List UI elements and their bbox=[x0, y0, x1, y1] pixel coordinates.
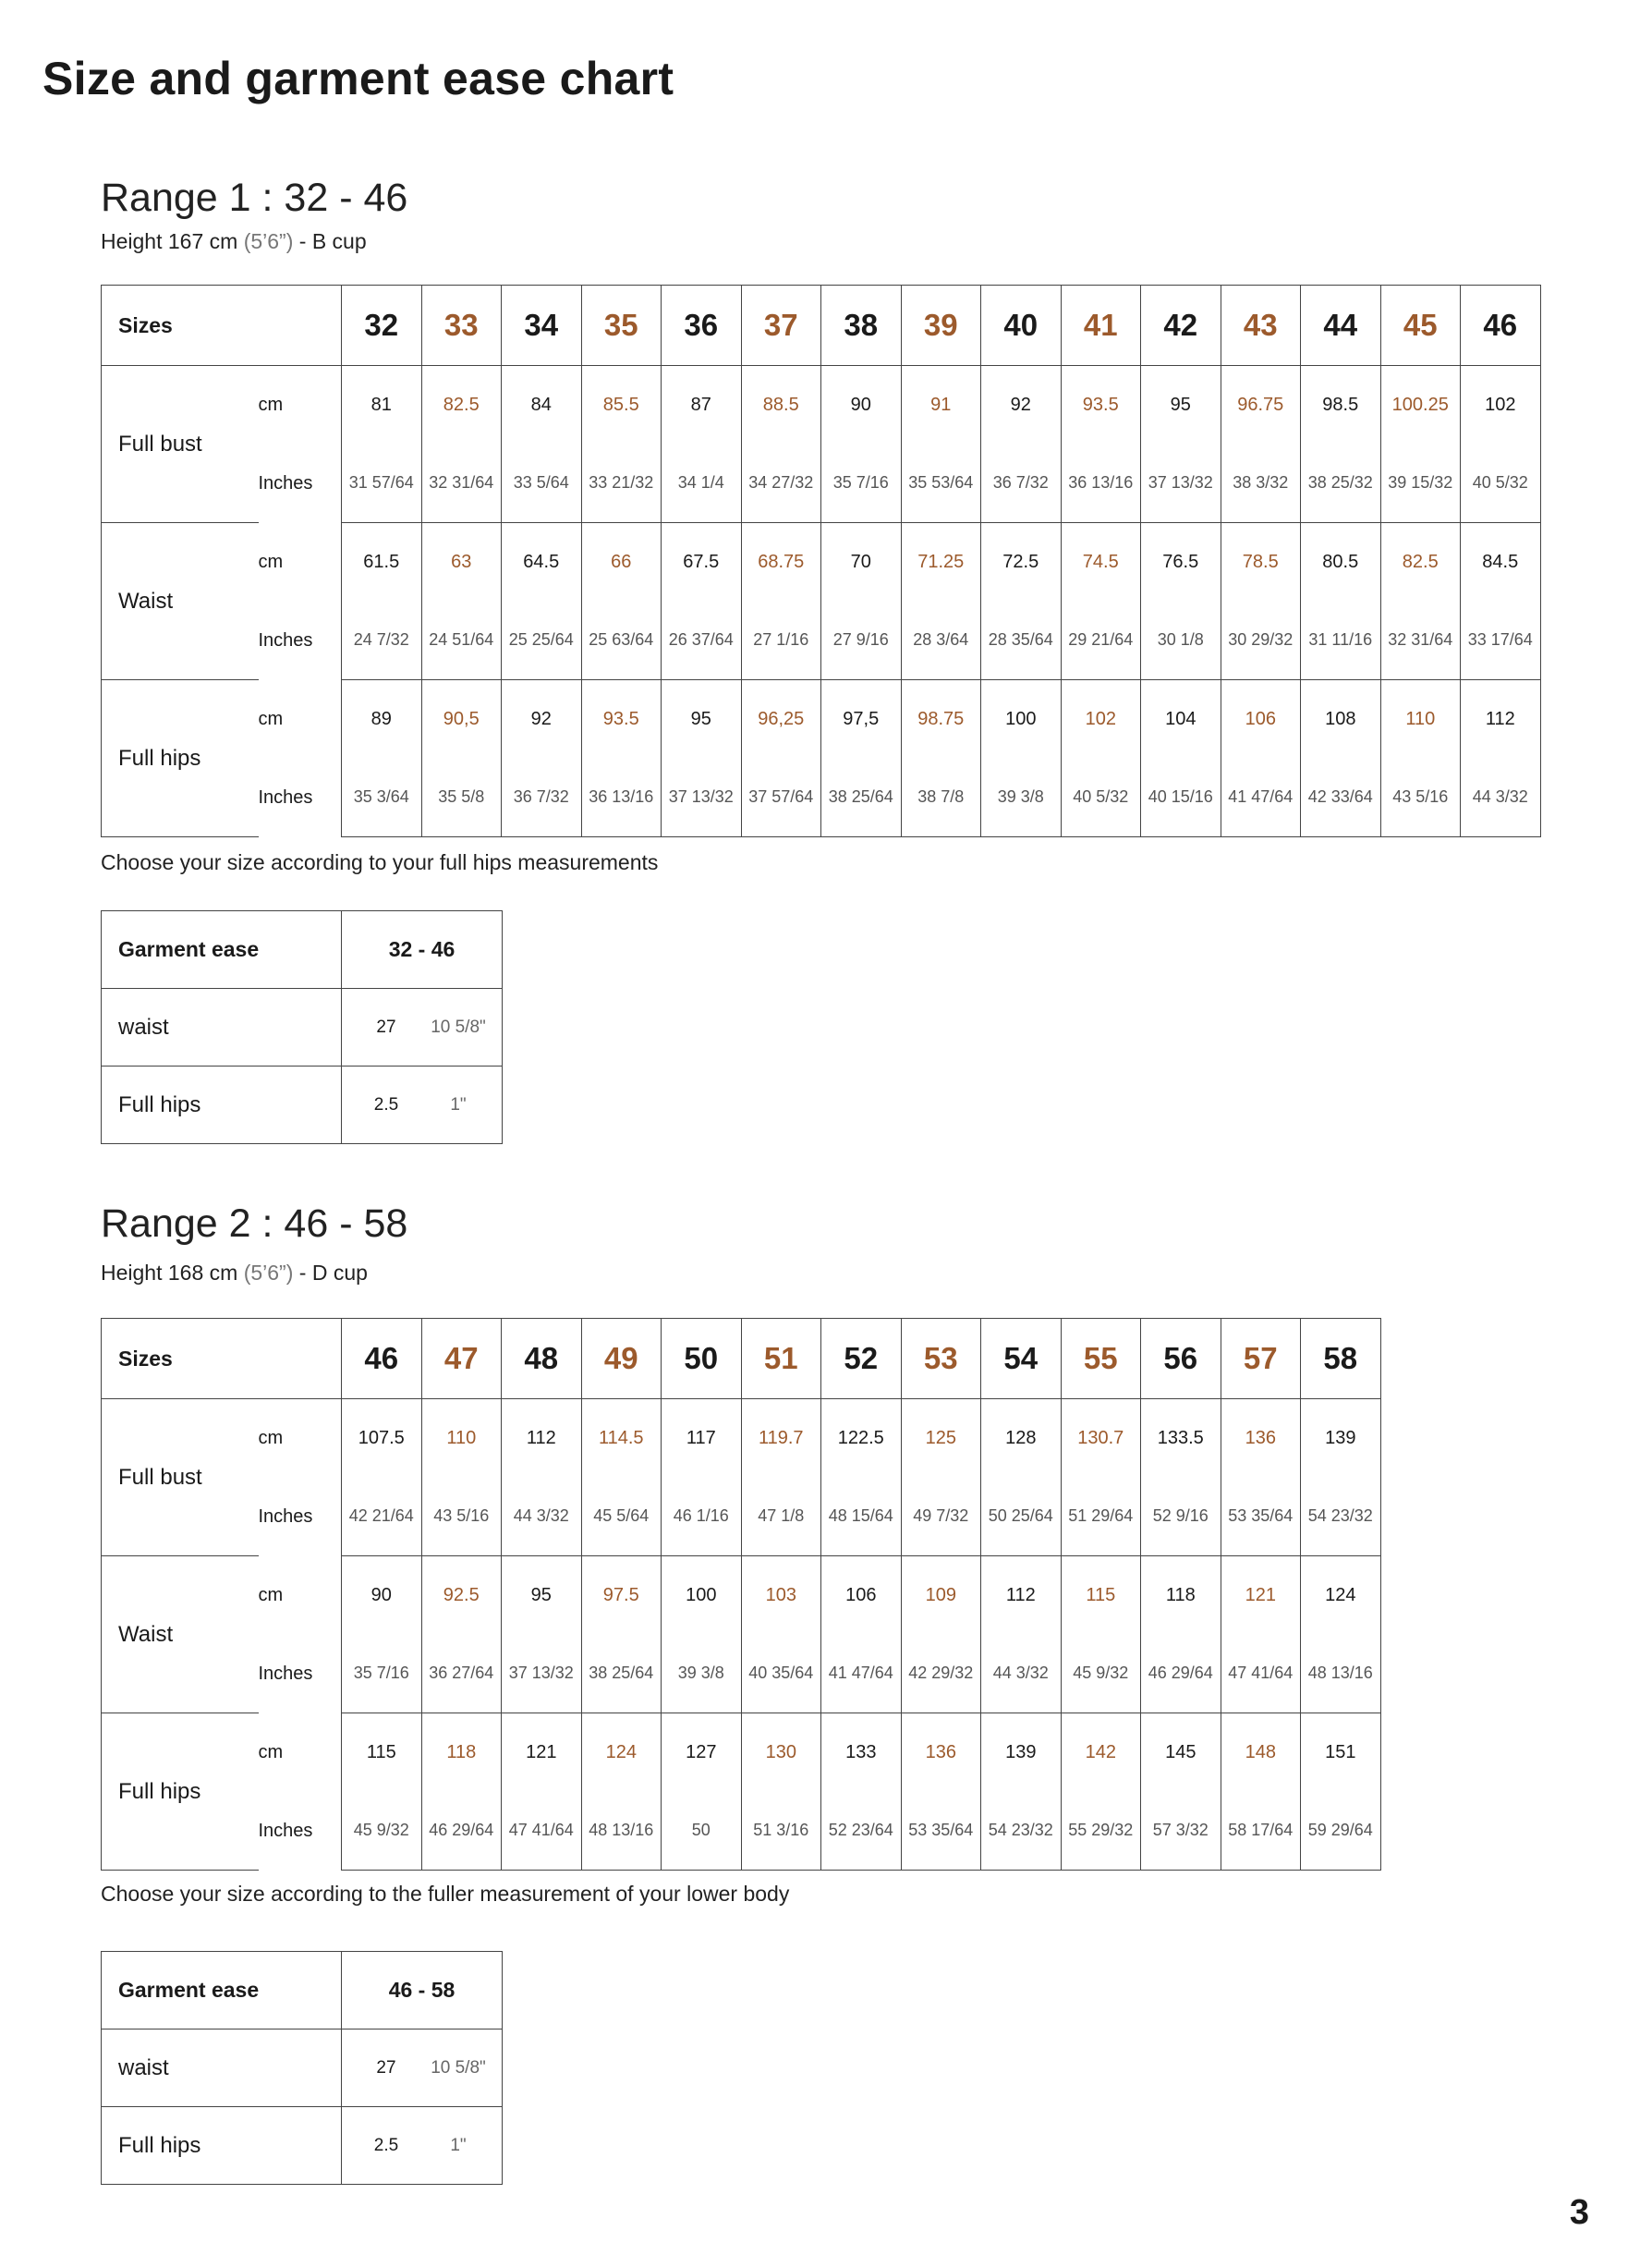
size-header-cell: 39 bbox=[901, 286, 981, 366]
inches-value-cell: 42 21/64 bbox=[342, 1478, 422, 1556]
size-header-row bbox=[102, 1319, 1381, 1399]
cm-value-cell: 90 bbox=[342, 1556, 422, 1635]
inches-value-cell: 38 7/8 bbox=[901, 759, 981, 837]
size-header-cell: 45 bbox=[1380, 286, 1461, 366]
inches-value-cell: 51 29/64 bbox=[1061, 1478, 1141, 1556]
range-2-subtitle bbox=[101, 1261, 368, 1286]
size-header-cell: 53 bbox=[901, 1319, 981, 1399]
inches-value-cell: 24 7/32 bbox=[342, 602, 422, 680]
inches-value-cell: 25 63/64 bbox=[581, 602, 662, 680]
sizes-label: Sizes bbox=[102, 1319, 342, 1399]
cm-value-cell: 107.5 bbox=[342, 1399, 422, 1478]
cm-value-cell: 70 bbox=[821, 523, 902, 602]
unit-label-inches: Inches bbox=[259, 445, 342, 523]
range-2-height: Height 168 cm bbox=[101, 1261, 244, 1285]
inches-value-cell: 51 3/16 bbox=[741, 1792, 821, 1871]
cm-value-cell: 64.5 bbox=[502, 523, 582, 602]
cm-value-cell: 133.5 bbox=[1141, 1399, 1221, 1478]
inches-value-cell: 27 9/16 bbox=[821, 602, 902, 680]
measurement-row-inches bbox=[102, 759, 1541, 837]
cm-value-cell: 82.5 bbox=[421, 366, 502, 445]
range-2-cup: - D cup bbox=[293, 1261, 368, 1285]
cm-value-cell: 80.5 bbox=[1301, 523, 1381, 602]
cm-value-cell: 72.5 bbox=[981, 523, 1062, 602]
cm-value-cell: 90,5 bbox=[421, 680, 502, 759]
cm-value-cell: 117 bbox=[662, 1399, 742, 1478]
measurement-row-cm bbox=[102, 680, 1541, 759]
cm-value-cell: 63 bbox=[421, 523, 502, 602]
cm-value-cell: 148 bbox=[1221, 1713, 1301, 1792]
measurement-label: Full hips bbox=[102, 1713, 259, 1871]
cm-value-cell: 145 bbox=[1141, 1713, 1221, 1792]
cm-value-cell: 78.5 bbox=[1221, 523, 1301, 602]
inches-value-cell: 59 29/64 bbox=[1301, 1792, 1381, 1871]
cm-value-cell: 124 bbox=[1301, 1556, 1381, 1635]
cm-value-cell: 95 bbox=[1141, 366, 1221, 445]
cm-value-cell: 128 bbox=[981, 1399, 1062, 1478]
inches-value-cell: 50 25/64 bbox=[981, 1478, 1062, 1556]
sizes-label: Sizes bbox=[102, 286, 342, 366]
size-header-cell: 41 bbox=[1061, 286, 1141, 366]
unit-label-inches: Inches bbox=[259, 759, 342, 837]
size-header-cell: 47 bbox=[421, 1319, 502, 1399]
inches-value-cell: 45 9/32 bbox=[342, 1792, 422, 1871]
inches-value-cell: 36 7/32 bbox=[981, 445, 1062, 523]
cm-value-cell: 109 bbox=[901, 1556, 981, 1635]
cm-value-cell: 136 bbox=[1221, 1399, 1301, 1478]
inches-value-cell: 54 23/32 bbox=[1301, 1478, 1381, 1556]
size-header-cell: 46 bbox=[342, 1319, 422, 1399]
cm-value-cell: 110 bbox=[421, 1399, 502, 1478]
size-header-cell: 35 bbox=[581, 286, 662, 366]
ease-row-label: waist bbox=[102, 2030, 342, 2107]
measurement-row-cm bbox=[102, 1713, 1381, 1792]
cm-value-cell: 88.5 bbox=[741, 366, 821, 445]
measurement-row-cm bbox=[102, 523, 1541, 602]
range-1-height: Height 167 cm bbox=[101, 229, 244, 253]
ease-cm-value: 2.5 bbox=[373, 1094, 399, 1115]
cm-value-cell: 92.5 bbox=[421, 1556, 502, 1635]
range-2-title: Range 2 : 46 - 58 bbox=[101, 1201, 408, 1246]
ease-row-label: Full hips bbox=[102, 2107, 342, 2185]
unit-label-inches: Inches bbox=[259, 1478, 342, 1556]
size-header-cell: 38 bbox=[821, 286, 902, 366]
inches-value-cell: 41 47/64 bbox=[821, 1635, 902, 1713]
inches-value-cell: 35 7/16 bbox=[821, 445, 902, 523]
range-1-note: Choose your size according to your full hips measurements bbox=[101, 850, 659, 874]
cm-value-cell: 106 bbox=[821, 1556, 902, 1635]
inches-value-cell: 48 15/64 bbox=[821, 1478, 902, 1556]
inches-value-cell: 55 29/32 bbox=[1061, 1792, 1141, 1871]
cm-value-cell: 66 bbox=[581, 523, 662, 602]
cm-value-cell: 103 bbox=[741, 1556, 821, 1635]
cm-value-cell: 81 bbox=[342, 366, 422, 445]
cm-value-cell: 92 bbox=[981, 366, 1062, 445]
range-2-ease-table bbox=[101, 1951, 503, 2185]
inches-value-cell: 39 15/32 bbox=[1380, 445, 1461, 523]
inches-value-cell: 37 13/32 bbox=[1141, 445, 1221, 523]
cm-value-cell: 130.7 bbox=[1061, 1399, 1141, 1478]
inches-value-cell: 42 33/64 bbox=[1301, 759, 1381, 837]
inches-value-cell: 47 41/64 bbox=[502, 1792, 582, 1871]
cm-value-cell: 108 bbox=[1301, 680, 1381, 759]
cm-value-cell: 118 bbox=[1141, 1556, 1221, 1635]
inches-value-cell: 34 1/4 bbox=[662, 445, 742, 523]
cm-value-cell: 124 bbox=[581, 1713, 662, 1792]
inches-value-cell: 32 31/64 bbox=[1380, 602, 1461, 680]
cm-value-cell: 95 bbox=[662, 680, 742, 759]
cm-value-cell: 95 bbox=[502, 1556, 582, 1635]
size-header-cell: 56 bbox=[1141, 1319, 1221, 1399]
size-header-row bbox=[102, 286, 1541, 366]
cm-value-cell: 115 bbox=[1061, 1556, 1141, 1635]
ease-range: 46 - 58 bbox=[342, 1952, 503, 2030]
cm-value-cell: 68.75 bbox=[741, 523, 821, 602]
measurement-label: Full hips bbox=[102, 680, 259, 837]
inches-value-cell: 45 9/32 bbox=[1061, 1635, 1141, 1713]
inches-value-cell: 25 25/64 bbox=[502, 602, 582, 680]
inches-value-cell: 47 1/8 bbox=[741, 1478, 821, 1556]
cm-value-cell: 98.5 bbox=[1301, 366, 1381, 445]
ease-header-row bbox=[102, 911, 503, 989]
ease-row bbox=[102, 2030, 503, 2107]
inches-value-cell: 53 35/64 bbox=[901, 1792, 981, 1871]
inches-value-cell: 46 1/16 bbox=[662, 1478, 742, 1556]
size-header-cell: 49 bbox=[581, 1319, 662, 1399]
size-header-cell: 40 bbox=[981, 286, 1062, 366]
inches-value-cell: 58 17/64 bbox=[1221, 1792, 1301, 1871]
inches-value-cell: 32 31/64 bbox=[421, 445, 502, 523]
ease-header: Garment ease bbox=[102, 911, 342, 989]
inches-value-cell: 41 47/64 bbox=[1221, 759, 1301, 837]
size-header-cell: 33 bbox=[421, 286, 502, 366]
ease-inches-value: 10 5/8" bbox=[431, 1017, 486, 1037]
measurement-label: Full bust bbox=[102, 1399, 259, 1556]
ease-row-label: Full hips bbox=[102, 1067, 342, 1144]
size-header-cell: 51 bbox=[741, 1319, 821, 1399]
inches-value-cell: 40 5/32 bbox=[1461, 445, 1541, 523]
size-header-cell: 57 bbox=[1221, 1319, 1301, 1399]
measurement-label: Waist bbox=[102, 523, 259, 680]
inches-value-cell: 33 17/64 bbox=[1461, 602, 1541, 680]
size-header-cell: 43 bbox=[1221, 286, 1301, 366]
cm-value-cell: 104 bbox=[1141, 680, 1221, 759]
cm-value-cell: 100.25 bbox=[1380, 366, 1461, 445]
inches-value-cell: 50 bbox=[662, 1792, 742, 1871]
inches-value-cell: 31 57/64 bbox=[342, 445, 422, 523]
unit-label-inches: Inches bbox=[259, 602, 342, 680]
inches-value-cell: 26 37/64 bbox=[662, 602, 742, 680]
ease-values bbox=[342, 2107, 503, 2185]
range-1-size-table bbox=[101, 285, 1541, 837]
inches-value-cell: 30 29/32 bbox=[1221, 602, 1301, 680]
size-header-cell: 55 bbox=[1061, 1319, 1141, 1399]
range-1-ease-table bbox=[101, 910, 503, 1144]
inches-value-cell: 36 7/32 bbox=[502, 759, 582, 837]
cm-value-cell: 110 bbox=[1380, 680, 1461, 759]
inches-value-cell: 35 7/16 bbox=[342, 1635, 422, 1713]
inches-value-cell: 38 25/64 bbox=[581, 1635, 662, 1713]
inches-value-cell: 36 13/16 bbox=[581, 759, 662, 837]
inches-value-cell: 34 27/32 bbox=[741, 445, 821, 523]
ease-row bbox=[102, 989, 503, 1067]
size-header-cell: 52 bbox=[821, 1319, 902, 1399]
inches-value-cell: 35 53/64 bbox=[901, 445, 981, 523]
inches-value-cell: 28 3/64 bbox=[901, 602, 981, 680]
cm-value-cell: 121 bbox=[502, 1713, 582, 1792]
cm-value-cell: 84 bbox=[502, 366, 582, 445]
measurement-row-cm bbox=[102, 1556, 1381, 1635]
ease-row bbox=[102, 1067, 503, 1144]
inches-value-cell: 38 3/32 bbox=[1221, 445, 1301, 523]
ease-inches-value: 1" bbox=[450, 2135, 467, 2155]
cm-value-cell: 76.5 bbox=[1141, 523, 1221, 602]
cm-value-cell: 112 bbox=[981, 1556, 1062, 1635]
cm-value-cell: 118 bbox=[421, 1713, 502, 1792]
measurement-label: Full bust bbox=[102, 366, 259, 523]
inches-value-cell: 42 29/32 bbox=[901, 1635, 981, 1713]
cm-value-cell: 87 bbox=[662, 366, 742, 445]
cm-value-cell: 98.75 bbox=[901, 680, 981, 759]
cm-value-cell: 82.5 bbox=[1380, 523, 1461, 602]
unit-label-cm: cm bbox=[259, 1399, 342, 1478]
inches-value-cell: 39 3/8 bbox=[981, 759, 1062, 837]
cm-value-cell: 93.5 bbox=[581, 680, 662, 759]
cm-value-cell: 106 bbox=[1221, 680, 1301, 759]
cm-value-cell: 102 bbox=[1061, 680, 1141, 759]
measurement-row-inches bbox=[102, 1478, 1381, 1556]
inches-value-cell: 33 21/32 bbox=[581, 445, 662, 523]
measurement-row-inches bbox=[102, 602, 1541, 680]
range-1-cup: - B cup bbox=[293, 229, 367, 253]
unit-label-cm: cm bbox=[259, 1713, 342, 1792]
inches-value-cell: 38 25/64 bbox=[821, 759, 902, 837]
cm-value-cell: 112 bbox=[1461, 680, 1541, 759]
size-header-cell: 58 bbox=[1301, 1319, 1381, 1399]
ease-row-label: waist bbox=[102, 989, 342, 1067]
inches-value-cell: 28 35/64 bbox=[981, 602, 1062, 680]
cm-value-cell: 97,5 bbox=[821, 680, 902, 759]
inches-value-cell: 40 35/64 bbox=[741, 1635, 821, 1713]
cm-value-cell: 125 bbox=[901, 1399, 981, 1478]
unit-label-inches: Inches bbox=[259, 1635, 342, 1713]
cm-value-cell: 96,25 bbox=[741, 680, 821, 759]
cm-value-cell: 127 bbox=[662, 1713, 742, 1792]
range-2-size-table bbox=[101, 1318, 1381, 1871]
ease-cm-value: 2.5 bbox=[373, 2135, 399, 2155]
inches-value-cell: 47 41/64 bbox=[1221, 1635, 1301, 1713]
size-header-cell: 36 bbox=[662, 286, 742, 366]
inches-value-cell: 35 3/64 bbox=[342, 759, 422, 837]
measurement-row-inches bbox=[102, 445, 1541, 523]
cm-value-cell: 112 bbox=[502, 1399, 582, 1478]
size-header-cell: 42 bbox=[1141, 286, 1221, 366]
cm-value-cell: 133 bbox=[821, 1713, 902, 1792]
ease-header-row bbox=[102, 1952, 503, 2030]
ease-values bbox=[342, 2030, 503, 2107]
page-title: Size and garment ease chart bbox=[43, 53, 674, 104]
inches-value-cell: 40 15/16 bbox=[1141, 759, 1221, 837]
inches-value-cell: 36 27/64 bbox=[421, 1635, 502, 1713]
measurement-label: Waist bbox=[102, 1556, 259, 1713]
cm-value-cell: 61.5 bbox=[342, 523, 422, 602]
inches-value-cell: 24 51/64 bbox=[421, 602, 502, 680]
range-2-height-inches: (5’6”) bbox=[243, 1261, 294, 1285]
inches-value-cell: 43 5/16 bbox=[1380, 759, 1461, 837]
cm-value-cell: 114.5 bbox=[581, 1399, 662, 1478]
cm-value-cell: 102 bbox=[1461, 366, 1541, 445]
cm-value-cell: 89 bbox=[342, 680, 422, 759]
inches-value-cell: 45 5/64 bbox=[581, 1478, 662, 1556]
cm-value-cell: 97.5 bbox=[581, 1556, 662, 1635]
inches-value-cell: 37 13/32 bbox=[502, 1635, 582, 1713]
cm-value-cell: 93.5 bbox=[1061, 366, 1141, 445]
cm-value-cell: 139 bbox=[1301, 1399, 1381, 1478]
inches-value-cell: 44 3/32 bbox=[1461, 759, 1541, 837]
size-header-cell: 37 bbox=[741, 286, 821, 366]
cm-value-cell: 119.7 bbox=[741, 1399, 821, 1478]
cm-value-cell: 122.5 bbox=[821, 1399, 902, 1478]
range-1-title: Range 1 : 32 - 46 bbox=[101, 176, 408, 220]
ease-inches-value: 1" bbox=[450, 1094, 467, 1115]
inches-value-cell: 44 3/32 bbox=[981, 1635, 1062, 1713]
range-2-note: Choose your size according to the fuller measurement of your lower body bbox=[101, 1882, 790, 1906]
cm-value-cell: 139 bbox=[981, 1713, 1062, 1792]
range-1-height-inches: (5’6”) bbox=[243, 229, 294, 253]
unit-label-cm: cm bbox=[259, 680, 342, 759]
inches-value-cell: 35 5/8 bbox=[421, 759, 502, 837]
measurement-row-cm bbox=[102, 1399, 1381, 1478]
inches-value-cell: 40 5/32 bbox=[1061, 759, 1141, 837]
size-header-cell: 34 bbox=[502, 286, 582, 366]
cm-value-cell: 100 bbox=[981, 680, 1062, 759]
inches-value-cell: 52 23/64 bbox=[821, 1792, 902, 1871]
inches-value-cell: 37 13/32 bbox=[662, 759, 742, 837]
inches-value-cell: 46 29/64 bbox=[421, 1792, 502, 1871]
cm-value-cell: 151 bbox=[1301, 1713, 1381, 1792]
inches-value-cell: 49 7/32 bbox=[901, 1478, 981, 1556]
inches-value-cell: 30 1/8 bbox=[1141, 602, 1221, 680]
inches-value-cell: 46 29/64 bbox=[1141, 1635, 1221, 1713]
unit-label-cm: cm bbox=[259, 523, 342, 602]
inches-value-cell: 27 1/16 bbox=[741, 602, 821, 680]
size-header-cell: 46 bbox=[1461, 286, 1541, 366]
ease-values bbox=[342, 1067, 503, 1144]
inches-value-cell: 37 57/64 bbox=[741, 759, 821, 837]
inches-value-cell: 54 23/32 bbox=[981, 1792, 1062, 1871]
cm-value-cell: 136 bbox=[901, 1713, 981, 1792]
cm-value-cell: 115 bbox=[342, 1713, 422, 1792]
cm-value-cell: 71.25 bbox=[901, 523, 981, 602]
cm-value-cell: 67.5 bbox=[662, 523, 742, 602]
measurement-row-inches bbox=[102, 1635, 1381, 1713]
size-header-cell: 32 bbox=[342, 286, 422, 366]
ease-cm-value: 27 bbox=[376, 2057, 396, 2078]
size-header-cell: 54 bbox=[981, 1319, 1062, 1399]
cm-value-cell: 92 bbox=[502, 680, 582, 759]
inches-value-cell: 44 3/32 bbox=[502, 1478, 582, 1556]
cm-value-cell: 96.75 bbox=[1221, 366, 1301, 445]
inches-value-cell: 57 3/32 bbox=[1141, 1792, 1221, 1871]
inches-value-cell: 36 13/16 bbox=[1061, 445, 1141, 523]
ease-range: 32 - 46 bbox=[342, 911, 503, 989]
measurement-row-inches bbox=[102, 1792, 1381, 1871]
unit-label-inches: Inches bbox=[259, 1792, 342, 1871]
inches-value-cell: 33 5/64 bbox=[502, 445, 582, 523]
inches-value-cell: 48 13/16 bbox=[581, 1792, 662, 1871]
cm-value-cell: 84.5 bbox=[1461, 523, 1541, 602]
ease-inches-value: 10 5/8" bbox=[431, 2057, 486, 2078]
ease-values bbox=[342, 989, 503, 1067]
inches-value-cell: 39 3/8 bbox=[662, 1635, 742, 1713]
ease-row bbox=[102, 2107, 503, 2185]
inches-value-cell: 29 21/64 bbox=[1061, 602, 1141, 680]
cm-value-cell: 100 bbox=[662, 1556, 742, 1635]
inches-value-cell: 53 35/64 bbox=[1221, 1478, 1301, 1556]
cm-value-cell: 142 bbox=[1061, 1713, 1141, 1792]
unit-label-cm: cm bbox=[259, 366, 342, 445]
measurement-row-cm bbox=[102, 366, 1541, 445]
inches-value-cell: 38 25/32 bbox=[1301, 445, 1381, 523]
cm-value-cell: 130 bbox=[741, 1713, 821, 1792]
cm-value-cell: 91 bbox=[901, 366, 981, 445]
cm-value-cell: 121 bbox=[1221, 1556, 1301, 1635]
cm-value-cell: 74.5 bbox=[1061, 523, 1141, 602]
inches-value-cell: 31 11/16 bbox=[1301, 602, 1381, 680]
range-1-subtitle bbox=[101, 229, 367, 254]
inches-value-cell: 52 9/16 bbox=[1141, 1478, 1221, 1556]
cm-value-cell: 85.5 bbox=[581, 366, 662, 445]
inches-value-cell: 48 13/16 bbox=[1301, 1635, 1381, 1713]
cm-value-cell: 90 bbox=[821, 366, 902, 445]
unit-label-cm: cm bbox=[259, 1556, 342, 1635]
size-header-cell: 48 bbox=[502, 1319, 582, 1399]
ease-header: Garment ease bbox=[102, 1952, 342, 2030]
size-header-cell: 50 bbox=[662, 1319, 742, 1399]
inches-value-cell: 43 5/16 bbox=[421, 1478, 502, 1556]
size-header-cell: 44 bbox=[1301, 286, 1381, 366]
page-number: 3 bbox=[1569, 2193, 1589, 2232]
ease-cm-value: 27 bbox=[376, 1017, 396, 1037]
